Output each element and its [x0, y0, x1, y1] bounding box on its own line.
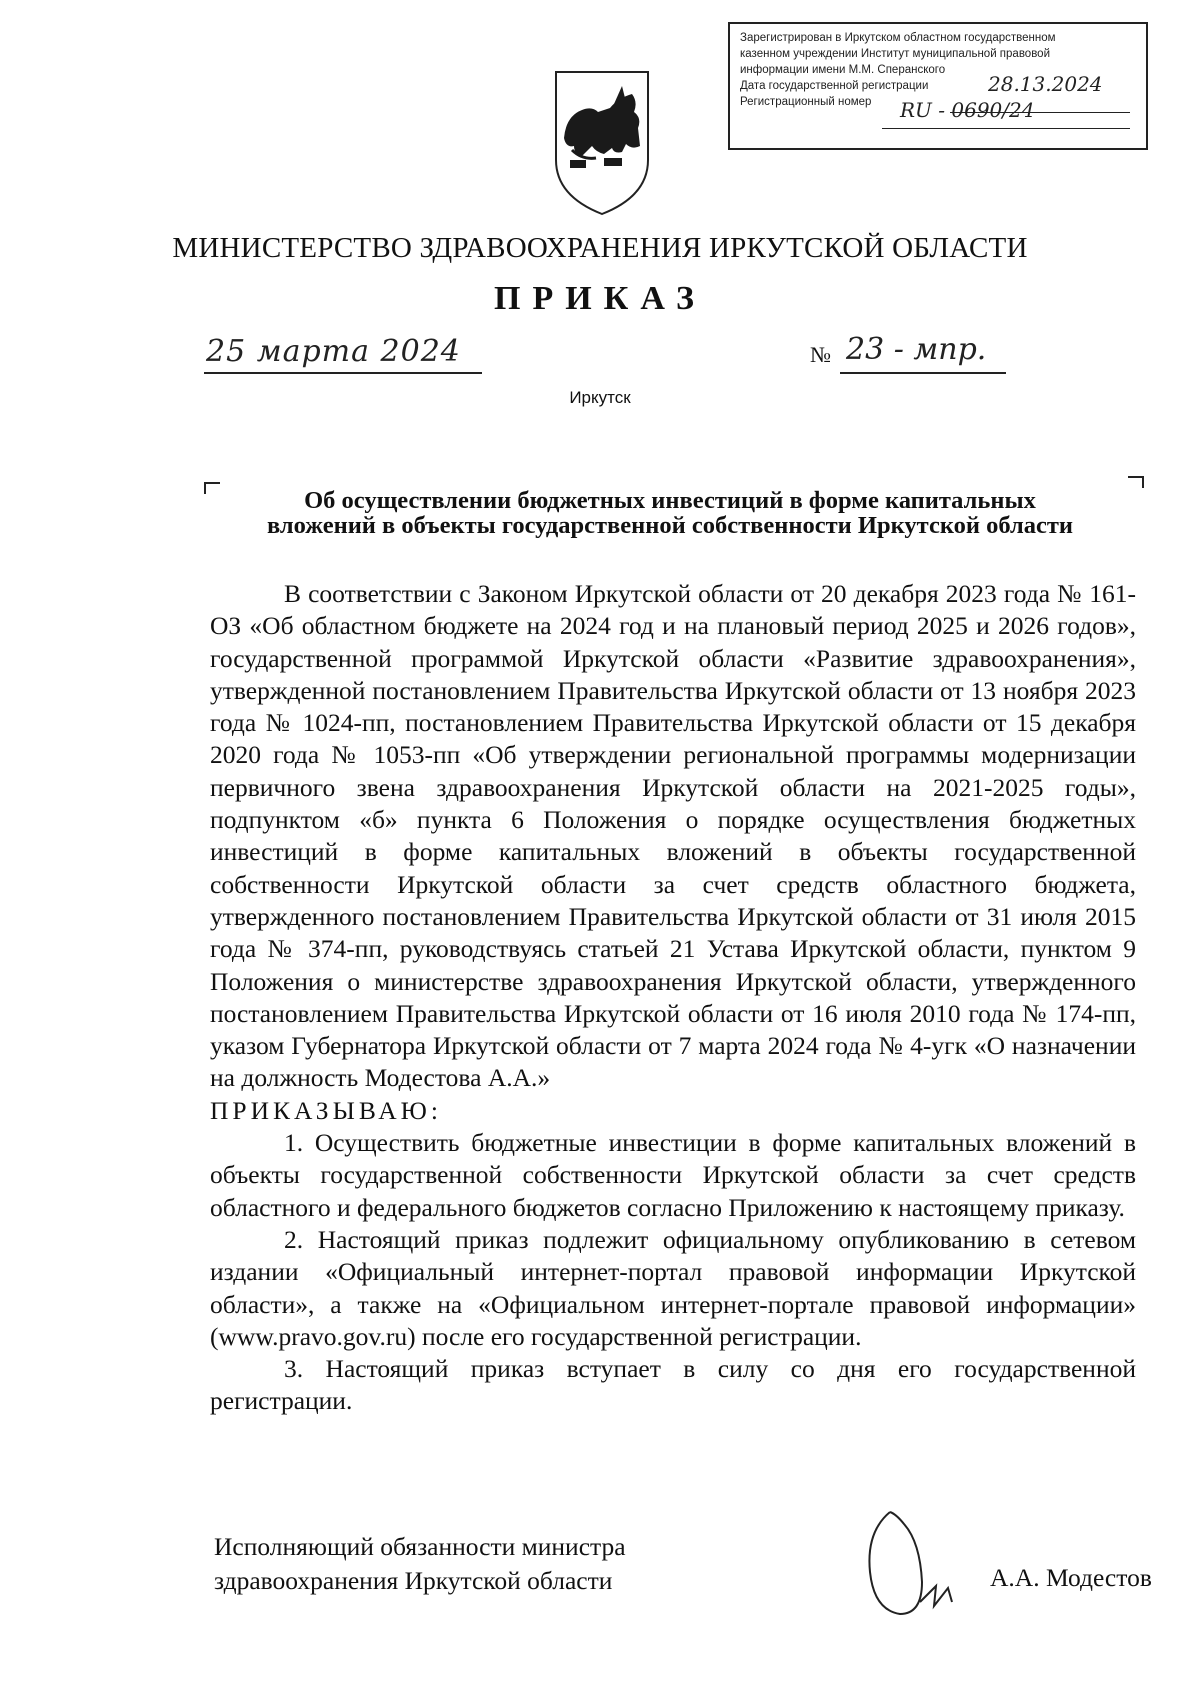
order-number: 23 - мпр.: [846, 332, 987, 367]
registration-stamp: [728, 22, 1148, 150]
stamp-line-1: Зарегистрирован в Иркутском областном государственном: [740, 32, 1056, 44]
order-number-label: №: [810, 342, 831, 367]
item-2: 2. Настоящий приказ подлежит официальному опубликованию в сетевом издании «Официальный интернет-портал правовой информации Иркутской области», а также на «Официальном интернет-портале правовой информации» (www.pravo.gov.ru) после его государственной регистрации.: [210, 1224, 1136, 1351]
stamp-date-label: Дата государственной регистрации: [740, 80, 929, 92]
signatory-name: А.А. Модестов: [990, 1563, 1152, 1592]
stamp-number-value: RU - 0690/24: [900, 98, 1035, 122]
signatory-title-line-2: здравоохранения Иркутской области: [214, 1566, 613, 1595]
handwritten-signature: [860, 1502, 970, 1622]
stamp-date-value: 28.13.2024: [988, 72, 1103, 96]
stamp-line-2: казенном учреждении Институт муниципальной правовой: [740, 48, 1051, 60]
heading-line-2: вложений в объекты государственной собственности Иркутской области: [266, 512, 1074, 539]
item-3: 3. Настоящий приказ вступает в силу со дня его государственной регистрации.: [210, 1354, 1136, 1416]
city: Иркутск: [569, 388, 631, 407]
decree-word: ПРИКАЗЫВАЮ:: [210, 1095, 442, 1125]
ministry-name: МИНИСТЕРСТВО ЗДРАВООХРАНЕНИЯ ИРКУТСКОЙ ОБЛАСТИ: [172, 232, 1028, 264]
stamp-number-label: Регистрационный номер: [740, 96, 872, 108]
stamp-line-3: информации имени М.М. Сперанского: [740, 64, 946, 76]
preamble: В соответствии с Законом Иркутской области от 20 декабря 2023 года № 161-ОЗ «Об областном бюджете на 2024 год и на плановый период 2025 и 2026 годов», государственной программой Иркутской области «Развитие здравоохранения», утвержденной постановлением Правительства Иркутской области от 13 ноября 2023 года № 1024-пп, постановлением Правительства Иркутской области от 15 декабря 2020 года № 1053-пп «Об утверждении региональной программы модернизации первичного звена здравоохранения Иркутской области на 2021-2025 годы», подпунктом «б» пункта 6 Положения о порядке осуществления бюджетных инвестиций в форме капитальных вложений в объекты государственной собственности Иркутской области за счет средств областного бюджета, утвержденного постановлением Правительства Иркутской области от 31 июля 2015 года № 374-пп, руководствуясь статьей 21 Устава Иркутской области, пунктом 9 Положения о министерстве здравоохранения Иркутской области, утвержденного постановлением Правительства Иркутской области от 16 июля 2010 года № 174-пп, указом Губернатора Иркутской области от 7 марта 2024 года № 4-угк «О назначении на должность Модестова А.А.»: [210, 579, 1136, 1093]
order-heading: [200, 488, 1140, 538]
item-1: 1. Осуществить бюджетные инвестиции в форме капитальных вложений в объекты государственной собственности Иркутской области за счет средств областного и федерального бюджетов согласно Приложению к настоящему приказу.: [210, 1128, 1136, 1222]
order-body: [210, 578, 1136, 1418]
order-title: ПРИКАЗ: [494, 280, 706, 317]
signatory-title-line-1: Исполняющий обязанности министра: [214, 1532, 626, 1561]
heading-line-1: Об осуществлении бюджетных инвестиций в форме капитальных: [304, 487, 1036, 514]
heading-corner-right: [1128, 476, 1144, 488]
signatory-title: [214, 1530, 626, 1598]
coat-of-arms-icon: [552, 68, 652, 218]
order-date: 25 марта 2024: [206, 334, 461, 369]
